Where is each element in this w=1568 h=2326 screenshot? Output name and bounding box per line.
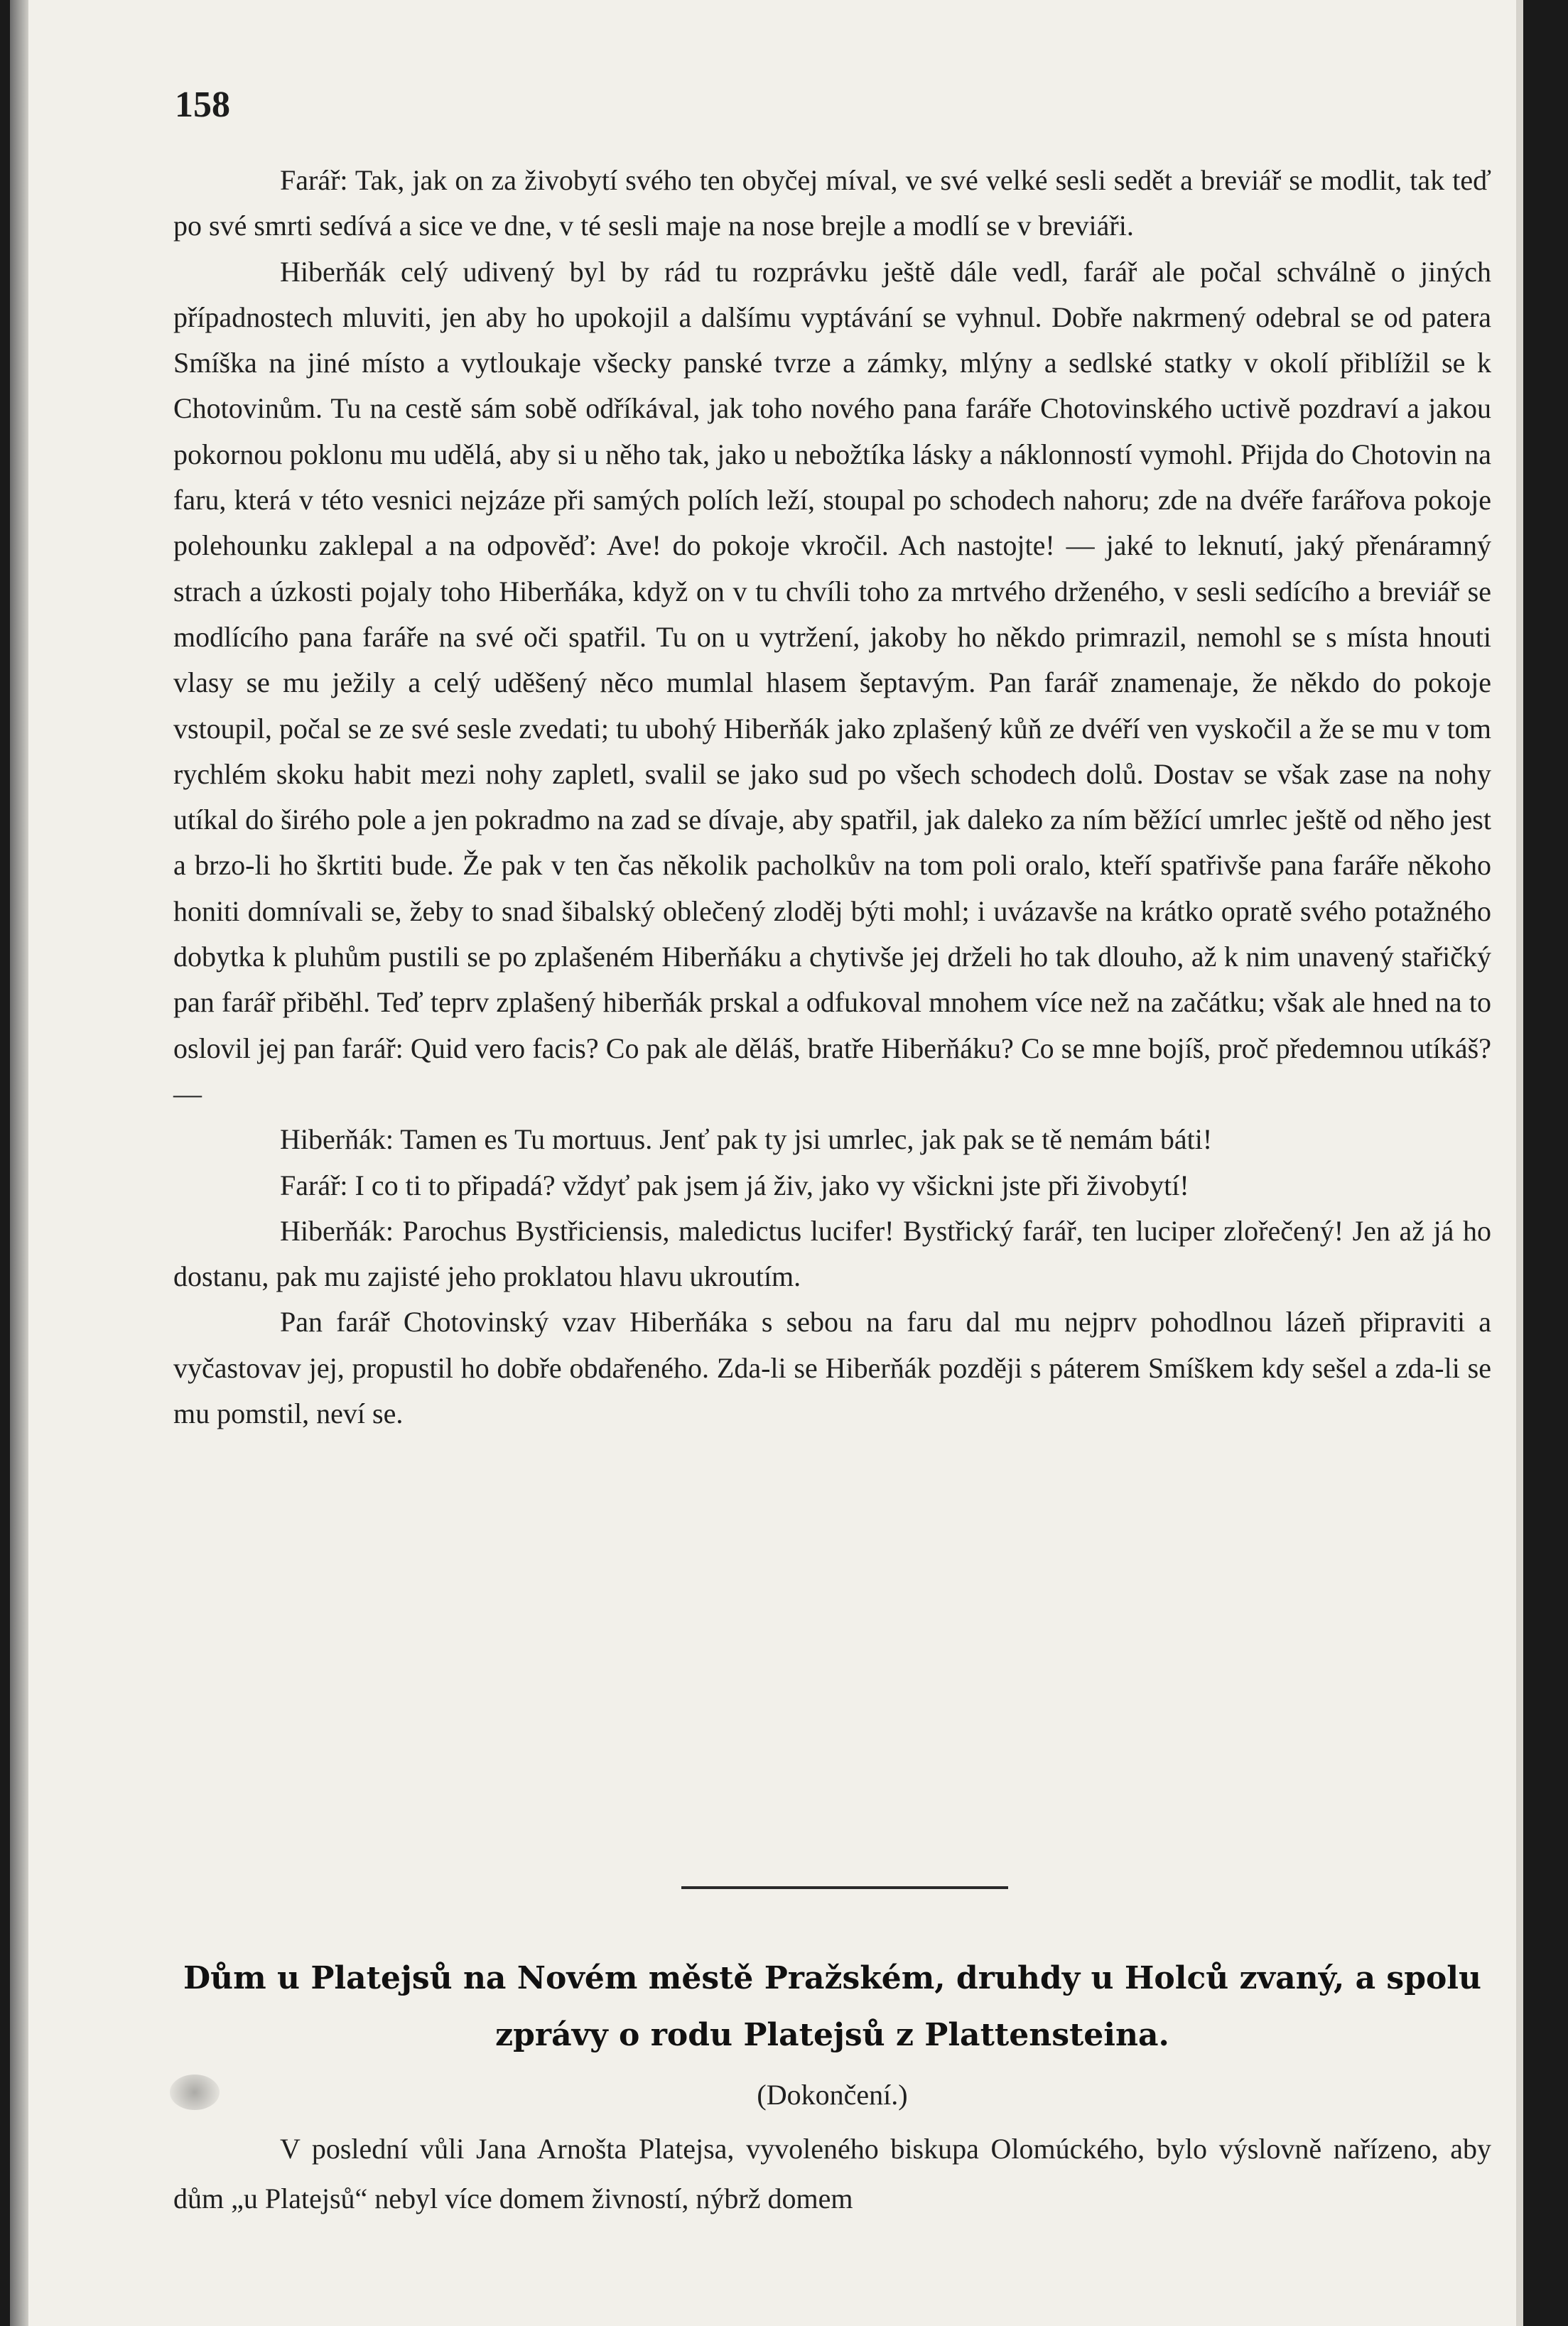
- final-paragraph: V poslední vůli Jana Arnošta Platejsa, vyvoleného biskupa Olomúckého, bylo výslovně nařízeno, aby dům „u Platejsů“ nebyl více domem živností, nýbrž domem: [173, 2133, 1491, 2214]
- paragraph-1: Farář: Tak, jak on za živobytí svého ten obyčej míval, ve své velké sesli sedět a breviář se modlit, tak teď po své smrti sedívá a sice ve dne, v té sesli maje na nose brejle a modlí se v breviáři.: [173, 164, 1491, 242]
- heading-line-1: Dům u Platejsů na Novém městě Pražském, druhdy u Holců zvaný, a spolu: [183, 1960, 1482, 1996]
- section-subtitle: (Dokončení.): [757, 2079, 908, 2111]
- story-text: [173, 158, 1491, 1437]
- page-edge: [1516, 0, 1523, 2326]
- paragraph-4: Farář: I co ti to připadá? vždyť pak jsem já živ, jako vy všickni jste při živobytí!: [280, 1169, 1189, 1201]
- page-number: 158: [175, 85, 230, 125]
- ink-smudge: [170, 2075, 220, 2110]
- section-heading: [173, 1950, 1491, 2064]
- section-divider: [681, 1886, 1008, 1889]
- paragraph-6: Pan farář Chotovinský vzav Hiberňáka s sebou na faru dal mu nejprv pohodlnou lázeň připraviti a vyčastovav jej, propustil ho dobře obdařeného. Zda-li se Hiberňák později s páterem Smíškem kdy sešel a zda-li se mu pomstil, neví se.: [173, 1306, 1491, 1430]
- section-text: [173, 2124, 1491, 2224]
- book-spine-shadow: [10, 0, 28, 2326]
- paragraph-2: Hiberňák celý udivený byl by rád tu rozprávku ještě dále vedl, farář ale počal schválně o jiných případnostech mluviti, jen aby ho upokojil a dalšímu vyptávání se vyhnul. Dobře nakrmený odebral se od patera Smíška na jiné místo a vytloukaje všecky panské tvrze a zámky, mlýny a sedlské statky v okolí přiblížil se k Chotovinům. Tu na cestě sám sobě odříkával, jak toho nového pana faráře Chotovinského uctivě pozdraví a jakou pokornou poklonu mu udělá, aby si u něho tak, jako u nebožtíka lásky a náklonností vymohl. Přijda do Chotovin na faru, která v této vesnici nejzáze při samých polích leží, stoupal po schodech nahoru; zde na dvéře farářova pokoje polehounku zaklepal a na odpověď: Ave! do pokoje vkročil. Ach nastojte! — jaké to leknutí, jaký přenáramný strach a úzkosti pojaly toho Hiberňáka, když on v tu chvíli toho za mrtvého drženého, v sesli sedícího a breviář se modlícího pana faráře na své oči spatřil. Tu on u vytržení, jakoby ho někdo primrazil, nemohl se s místa hnouti vlasy se mu ježily a celý uděšený něco mumlal hlasem šeptavým. Pan farář znamenaje, že někdo do pokoje vstoupil, počal se ze své sesle zvedati; tu ubohý Hiberňák jako zplašený kůň ze dvéří ven vyskočil a že se mu v tom rychlém skoku habit mezi nohy zapletl, svalil se jako sud po všech schodech dolů. Dostav se však zase na nohy utíkal do širého pole a jen pokradmo na zad se dívaje, aby spatřil, jak daleko za ním běžící umrlec ještě od něho jest a brzo-li ho škrtiti bude. Že pak v ten čas několik pacholkův na tom poli oralo, kteří spatřivše pana faráře někoho honiti domnívali se, žeby to snad šibalský oblečený zloděj býti mohl; i uvázavše na krátko opratě svého potažného dobytka k pluhům pustili se po zplašeném Hiberňáku a chytivše jej drželi ho tak dlouho, až k nim unavený stařičký pan farář přiběhl. Teď teprv zplašený hiberňák prskal a odfukoval mnohem více než na začátku; však ale hned na to oslovil jej pan farář: Quid vero facis? Co pak ale děláš, bratře Hiberňáku? Co se mne bojíš, proč předemnou utíkáš? —: [173, 255, 1491, 1110]
- heading-line-2: zprávy o rodu Platejsů z Plattensteina.: [495, 2017, 1169, 2053]
- paragraph-3: Hiberňák: Tamen es Tu mortuus. Jenť pak ty jsi umrlec, jak pak se tě nemám báti!: [280, 1123, 1213, 1156]
- book-page: [10, 0, 1523, 2326]
- paragraph-5: Hiberňák: Parochus Bystřiciensis, maledictus lucifer! Bystřický farář, ten luciper zlořečený! Jen až já ho dostanu, pak mu zajisté jeho proklatou hlavu ukroutím.: [173, 1214, 1491, 1293]
